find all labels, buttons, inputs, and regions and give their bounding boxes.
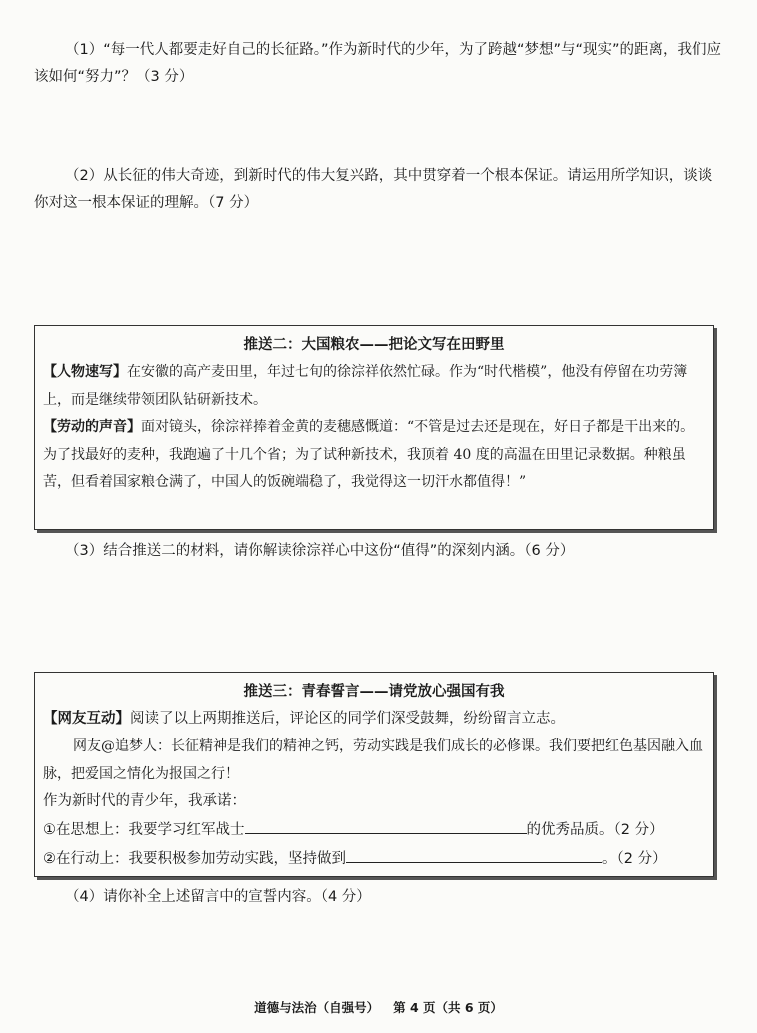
question-1-text: （1）“每一代人都要走好自己的长征路。”作为新时代的少年，为了跨越“梦想”与“现实”的距离，我们应该如何“努力”？（3 分） (34, 42, 722, 85)
question-4-text: （4）请你补全上述留言中的宣誓内容。（4 分） (65, 889, 371, 905)
push3-promise-intro: 作为新时代的青少年，我承诺： (43, 793, 246, 809)
pledge-1-before: ①在思想上：我要学习红军战士 (43, 822, 245, 838)
push2-voice-text: 面对镜头，徐淙祥捧着金黄的麦穗感慨道：“不管是过去还是现在，好日子都是干出来的。为了找最好的麦种，我跑遍了十几个省；为了试种新技术，我顶着 40 度的高温在田里记录数据。种粮虽苦，但看着国家粮仓满了，中国人的饭碗端稳了，我觉得这一切汗水都值得！” (43, 419, 695, 490)
question-4 (34, 884, 724, 911)
push2-title: 推送二：大国粮农——把论文写在田野里 (243, 337, 505, 353)
push3-netizen-comment (43, 733, 705, 788)
question-2 (34, 163, 724, 217)
pledge-2-after: 。（2 分） (602, 851, 667, 867)
pledge-2-before: ②在行动上：我要积极参加劳动实践，坚持做到 (43, 851, 346, 867)
pledge-1-after: 的优秀品质。（2 分） (526, 822, 664, 838)
push2-profile-tag: 【人物速写】 (43, 364, 127, 380)
push3-interaction-text: 阅读了以上两期推送后，评论区的同学们深受鼓舞，纷纷留言立志。 (130, 711, 565, 727)
question-3 (34, 538, 724, 565)
push3-interaction (43, 706, 705, 733)
push2-profile-text: 在安徽的高产麦田里，年过七旬的徐淙祥依然忙碌。作为“时代楷模”，他没有停留在功劳簿上，而是继续带领团队钻研新技术。 (43, 364, 688, 408)
question-1 (34, 37, 724, 91)
push2-material-box (34, 325, 714, 530)
push2-profile (43, 359, 705, 414)
push3-netizen-text: 网友@追梦人：长征精神是我们的精神之钙，劳动实践是我们成长的必修课。我们要把红色基因融入血脉，把爱国之情化为报国之行！ (43, 738, 703, 782)
push3-title: 推送三：青春誓言——请党放心强国有我 (243, 684, 505, 700)
push2-voice (43, 414, 705, 497)
push3-pledge-line-2 (43, 844, 705, 873)
page-footer (0, 994, 757, 1021)
pledge-1-blank[interactable] (245, 815, 527, 834)
footer-page-number: 第 4 页（共 6 页） (393, 1000, 503, 1015)
push3-interaction-tag: 【网友互动】 (43, 711, 130, 727)
push3-material-box (34, 672, 714, 877)
push2-voice-tag: 【劳动的声音】 (43, 419, 141, 435)
push3-pledge-line-1 (43, 815, 705, 844)
question-2-text: （2）从长征的伟大奇迹，到新时代的伟大复兴路，其中贯穿着一个根本保证。请运用所学知识，谈谈你对这一根本保证的理解。（7 分） (34, 168, 713, 211)
pledge-2-blank[interactable] (346, 844, 602, 863)
footer-subject: 道德与法治（自强号） (254, 1000, 380, 1015)
question-3-text: （3）结合推送二的材料，请你解读徐淙祥心中这份“值得”的深刻内涵。（6 分） (65, 543, 575, 559)
